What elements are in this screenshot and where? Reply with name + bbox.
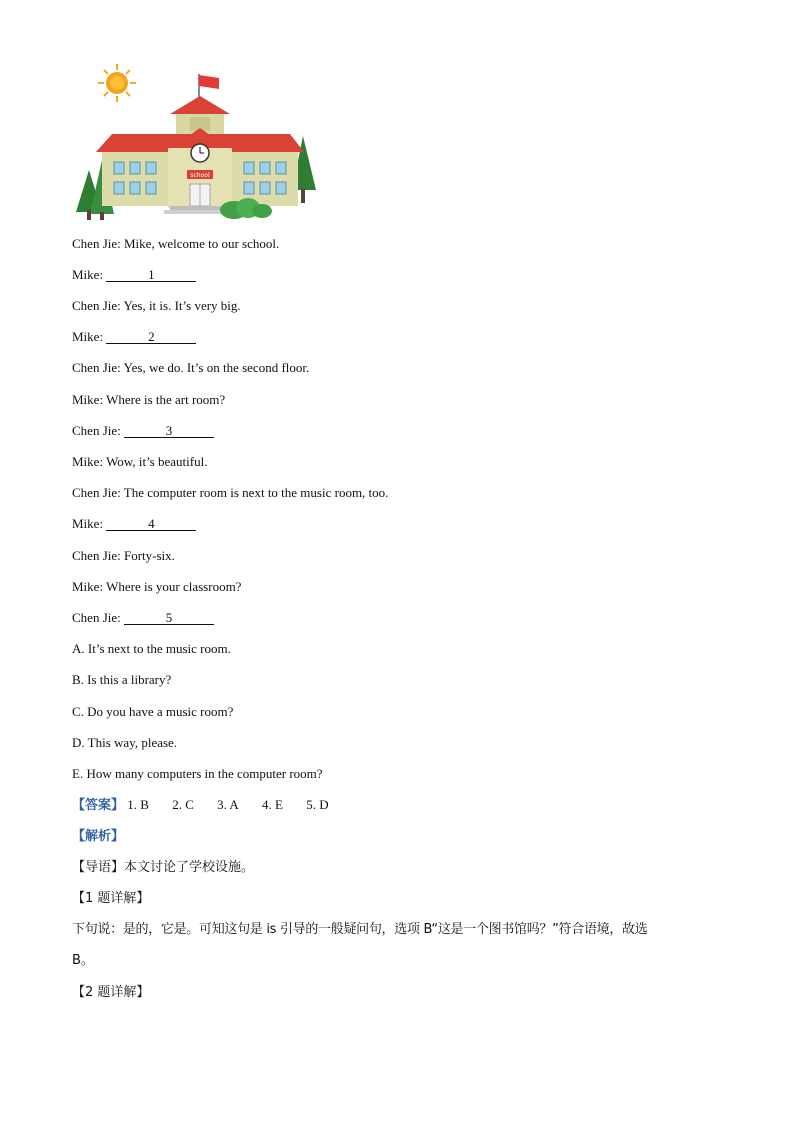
answer-blank: 5 (124, 611, 214, 625)
answer-item: 4. E (262, 797, 283, 812)
dialogue-text: Wow, it’s beautiful. (106, 454, 208, 469)
speaker: Mike: (72, 392, 104, 407)
dialogue-text: Yes, we do. It’s on the second floor. (123, 360, 310, 375)
dialogue-line (72, 329, 196, 345)
school-illustration (72, 62, 322, 224)
speaker: Mike: (72, 267, 104, 282)
answer-label: 【答案】 (72, 798, 125, 813)
dialogue-text: The computer room is next to the music room, too. (123, 485, 389, 500)
option-b: B. Is this a library? (72, 672, 172, 687)
intro-text: 本文讨论了学校设施。 (124, 860, 255, 875)
intro-label: 【导语】 (72, 860, 125, 875)
dialogue-line (72, 548, 175, 564)
answer-blank: 1 (106, 268, 196, 282)
speaker: Mike: (72, 454, 104, 469)
dialogue-text: Mike, welcome to our school. (124, 236, 280, 251)
school-sign: school (190, 172, 210, 179)
dialogue-line (72, 392, 225, 408)
dialogue-text: Where is the art room? (106, 392, 226, 407)
dialogue-line (72, 236, 279, 252)
option-a: A. It’s next to the music room. (72, 641, 231, 656)
speaker: Chen Jie: (72, 610, 121, 625)
dialogue-line (72, 610, 214, 626)
dialogue-line (72, 579, 241, 595)
answer-blank: 3 (124, 424, 214, 438)
answer-blank: 4 (106, 517, 196, 531)
speaker: Chen Jie: (72, 423, 121, 438)
dialogue-text: Yes, it is. It’s very big. (123, 298, 241, 313)
dialogue-line (72, 267, 196, 283)
answer-item: 2. C (172, 797, 194, 812)
dialogue-line (72, 485, 388, 501)
dialogue-line (72, 423, 214, 439)
dialogue-line (72, 298, 241, 314)
dialogue-text: Where is your classroom? (106, 579, 242, 594)
clock-icon (191, 144, 209, 162)
speaker: Chen Jie: (72, 360, 121, 375)
speaker: Chen Jie: (72, 485, 121, 500)
speaker: Chen Jie: (72, 236, 121, 251)
q1-explanation-line1: 下句说：是的，它是。可知这句是 is 引导的一般疑问句，选项 B“这是一个图书馆吗？”符合语境，故选 (72, 922, 648, 937)
analysis-label: 【解析】 (72, 829, 125, 844)
speaker: Mike: (72, 579, 104, 594)
option-c: C. Do you have a music room? (72, 704, 234, 719)
answer-blank: 2 (106, 330, 196, 344)
dialogue-line (72, 360, 309, 376)
dialogue-line (72, 454, 207, 470)
speaker: Chen Jie: (72, 548, 121, 563)
q1-heading: 【1 题详解】 (72, 891, 150, 906)
speaker: Mike: (72, 516, 104, 531)
flag-icon (199, 74, 219, 100)
answer-key (72, 797, 349, 814)
dialogue-text: Forty-six. (124, 548, 175, 563)
option-d: D. This way, please. (72, 735, 178, 750)
speaker: Mike: (72, 329, 104, 344)
answer-item: 1. B (127, 797, 149, 812)
answer-item: 3. A (217, 797, 239, 812)
dialogue-line (72, 516, 196, 532)
speaker: Chen Jie: (72, 298, 121, 313)
answer-item: 5. D (306, 797, 329, 812)
q2-heading: 【2 题详解】 (72, 985, 150, 1000)
option-e: E. How many computers in the computer room? (72, 766, 323, 781)
q1-explanation-line2: B。 (72, 953, 94, 968)
sun-icon (98, 64, 136, 102)
intro-line (72, 860, 254, 876)
